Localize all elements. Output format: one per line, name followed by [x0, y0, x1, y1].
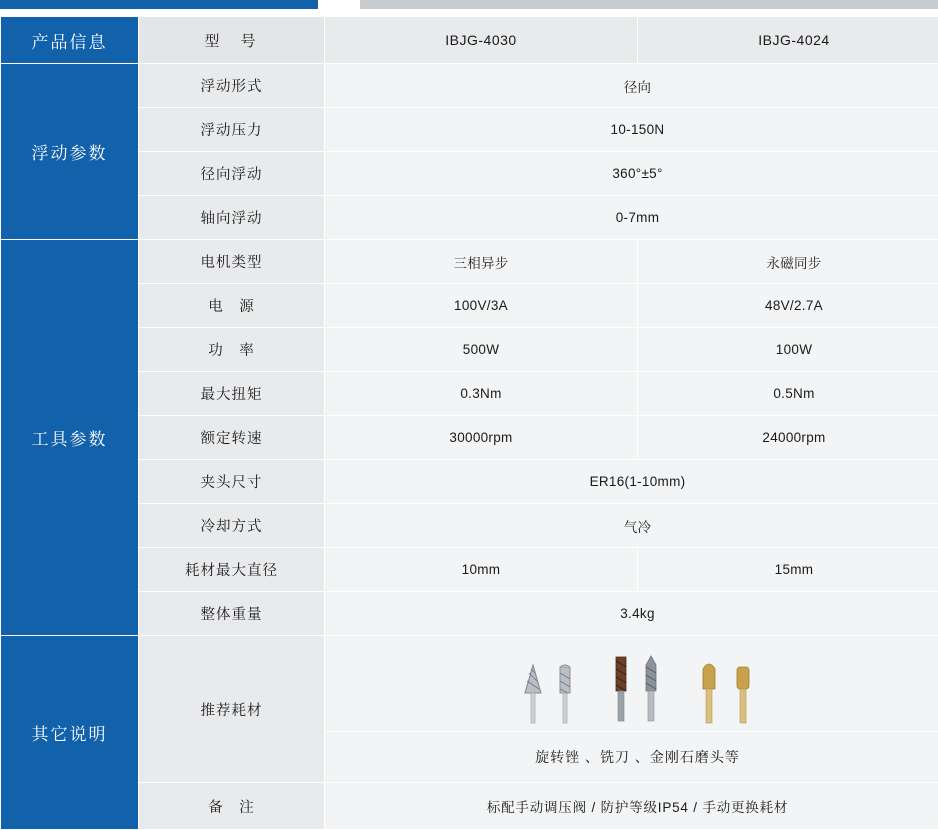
diamond-grinding-head-icon: [696, 657, 722, 725]
row-value-power-supply-a: 100V/3A: [325, 284, 638, 328]
category-other-notes: 其它说明: [1, 636, 139, 830]
row-value-total-weight: 3.4kg: [325, 592, 938, 636]
top-bar-grey: [360, 0, 938, 9]
row-label-recommended-consumables: 推荐耗材: [139, 636, 325, 783]
milling-cutter-group: [610, 653, 662, 725]
row-value-cooling: 气冷: [325, 504, 938, 548]
row-value-motor-type-a: 三相异步: [325, 240, 638, 284]
row-label-axial-float: 轴向浮动: [139, 196, 325, 240]
row-label-max-consumable-diameter: 耗材最大直径: [139, 548, 325, 592]
diamond-grinding-head-flat-icon: [730, 657, 756, 725]
table-row: [1, 240, 938, 284]
rotary-burr-group: [520, 663, 576, 725]
milling-cutter-dark-icon: [610, 653, 632, 725]
row-value-radial-float: 360°±5°: [325, 152, 938, 196]
table-row: [1, 548, 938, 592]
milling-cutter-twist-icon: [640, 653, 662, 725]
table-header-row: [1, 17, 938, 64]
table-row: [1, 504, 938, 548]
row-value-rated-speed-a: 30000rpm: [325, 416, 638, 460]
row-label-max-torque: 最大扭矩: [139, 372, 325, 416]
top-decorative-bars: [0, 0, 938, 12]
row-value-max-consumable-diameter-b: 15mm: [638, 548, 938, 592]
table-row: [1, 636, 938, 732]
rotary-burr-cone-icon: [520, 663, 546, 725]
top-bar-blue: [0, 0, 318, 9]
row-value-remark: 标配手动调压阀 / 防护等级IP54 / 手动更换耗材: [325, 783, 938, 830]
consumable-icon-row: [325, 636, 938, 731]
row-label-radial-float: 径向浮动: [139, 152, 325, 196]
row-value-axial-float: 0-7mm: [325, 196, 938, 240]
diamond-grinding-head-group: [696, 657, 756, 725]
row-label-collet-size: 夹头尺寸: [139, 460, 325, 504]
table-row: [1, 152, 938, 196]
header-value-model-a: IBJG-4030: [325, 17, 638, 64]
category-float-params: 浮动参数: [1, 64, 139, 240]
table-row: [1, 372, 938, 416]
table-row: [1, 783, 938, 830]
table-row: [1, 64, 938, 108]
header-value-model-b: IBJG-4024: [638, 17, 938, 64]
table-row: [1, 416, 938, 460]
table-row: [1, 196, 938, 240]
row-label-total-weight: 整体重量: [139, 592, 325, 636]
row-value-rated-speed-b: 24000rpm: [638, 416, 938, 460]
row-value-power-supply-b: 48V/2.7A: [638, 284, 938, 328]
row-value-power-b: 100W: [638, 328, 938, 372]
row-label-power: 功 率: [139, 328, 325, 372]
row-label-power-supply: 电 源: [139, 284, 325, 328]
table-row: [1, 284, 938, 328]
row-label-motor-type: 电机类型: [139, 240, 325, 284]
consumable-images-cell: [325, 636, 938, 732]
row-label-remark: 备 注: [139, 783, 325, 830]
rotary-burr-cylinder-icon: [554, 663, 576, 725]
category-tool-params: 工具参数: [1, 240, 139, 636]
table-row: [1, 460, 938, 504]
row-value-max-consumable-diameter-a: 10mm: [325, 548, 638, 592]
row-value-float-pressure: 10-150N: [325, 108, 938, 152]
row-label-cooling: 冷却方式: [139, 504, 325, 548]
row-label-float-pressure: 浮动压力: [139, 108, 325, 152]
row-value-max-torque-a: 0.3Nm: [325, 372, 638, 416]
table-row: [1, 592, 938, 636]
row-label-float-type: 浮动形式: [139, 64, 325, 108]
header-label-model: 型 号: [139, 17, 325, 64]
consumable-caption: 旋转锉 、铣刀 、金刚石磨头等: [325, 732, 938, 783]
row-value-collet-size: ER16(1-10mm): [325, 460, 938, 504]
row-value-float-type: 径向: [325, 64, 938, 108]
row-value-power-a: 500W: [325, 328, 638, 372]
category-product-info: 产品信息: [1, 17, 139, 64]
specifications-table: [0, 16, 938, 830]
row-label-rated-speed: 额定转速: [139, 416, 325, 460]
row-value-max-torque-b: 0.5Nm: [638, 372, 938, 416]
row-value-motor-type-b: 永磁同步: [638, 240, 938, 284]
table-row: [1, 108, 938, 152]
table-row: [1, 328, 938, 372]
